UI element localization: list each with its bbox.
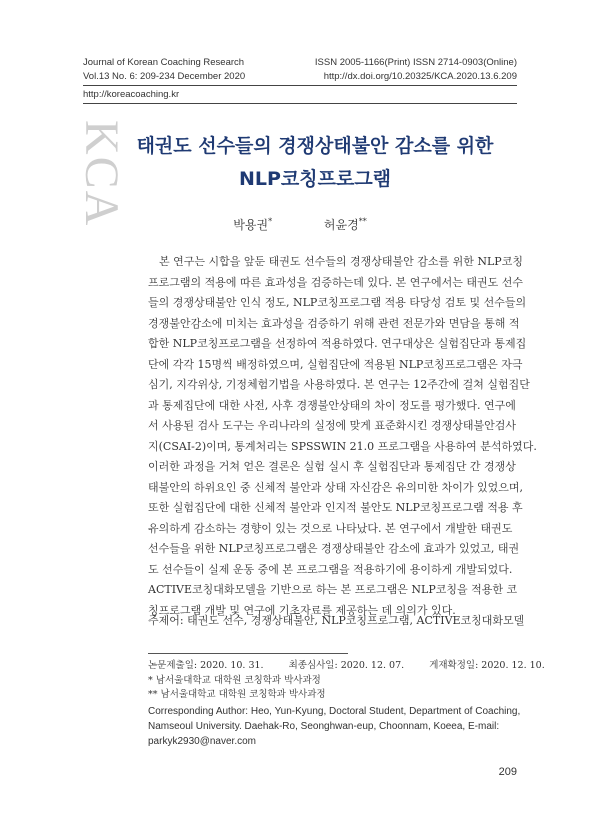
author2-affiliation: ** 남서울대학교 대학원 코칭학과 박사과정: [148, 689, 326, 700]
correspondence-line: Corresponding Author: Heo, Yun-Kyung, Doctoral Student, Department of Coaching,: [148, 705, 521, 717]
author1-affiliation: * 남서울대학교 대학원 코칭학과 박사과정: [148, 674, 321, 686]
reviewed-date: 최종심사일: 2020. 12. 07.: [288, 660, 405, 671]
abstract-line: 지(CSAI-2)이며, 통계처리는 SPSSWIN 21.0 프로그램을 사용하여 분석하였다.: [148, 439, 537, 453]
issn: ISSN 2005-1166(Print) ISSN 2714-0903(Online): [314, 57, 517, 68]
doi-link[interactable]: http://dx.doi.org/10.20325/KCA.2020.13.6.209: [323, 71, 517, 82]
kca-watermark: KCA: [75, 120, 128, 228]
abstract: [148, 252, 537, 621]
author-1-name: 박용권: [233, 218, 269, 232]
author-2-mark: **: [358, 217, 367, 226]
correspondence-line: Namseoul University. Daehak-Ro, Seonghwan-eup, Choonnam, Koeea, E-mail:: [148, 720, 500, 732]
correspondence-line: parkyk2930@naver.com: [148, 735, 256, 747]
author-1-mark: *: [268, 217, 273, 226]
website-link[interactable]: http://koreacoaching.kr: [83, 89, 180, 100]
abstract-line: 들의 경쟁상태불안 인식 정도, NLP코칭프로그램 적용 타당성 검토 및 선수들의: [148, 296, 527, 309]
author-1: [233, 218, 272, 232]
abstract-line: 도 선수들이 실제 운동 중에 본 프로그램을 적용하기에 용이하게 개발되었다.: [148, 562, 513, 576]
paper-title-line1: 태권도 선수들의 경쟁상태불안 감소를 위한: [136, 135, 494, 157]
abstract-line: 서 사용된 검사 도구는 우리나라의 실정에 맞게 표준화시킨 경쟁상태불안검사: [148, 419, 517, 432]
paper-title-line2: NLP코칭프로그램: [238, 168, 392, 190]
abstract-line: 유의하게 감소하는 경향이 있는 것으로 나타났다. 본 연구에서 개발한 태권도: [148, 521, 513, 535]
author-2: [324, 218, 367, 232]
submitted-date: 논문제출일: 2020. 10. 31.: [148, 660, 264, 671]
abstract-line: ACTIVE코칭대화모델을 기반으로 하는 본 프로그램은 NLP코칭을 적용한 코: [148, 583, 518, 596]
abstract-line: 프로그램의 적용에 따른 효과성을 검증하는데 있다. 본 연구에서는 태권도 선수: [148, 275, 523, 289]
abstract-line: 합한 NLP코칭프로그램을 선정하여 적용하였다. 연구대상은 실험집단과 통제집: [148, 337, 527, 350]
footnote-divider: [148, 653, 348, 654]
abstract-line: 선수들을 위한 NLP코칭프로그램은 경쟁상태불안 감소에 효과가 있었고, 태권: [148, 542, 520, 555]
volume-info: Vol.13 No. 6: 209-234 December 2020: [83, 71, 246, 82]
footnotes: [148, 659, 545, 749]
dates-row: [148, 659, 545, 674]
journal-header-left: [83, 56, 245, 84]
header-divider: [83, 85, 517, 86]
journal-header-right: [315, 56, 517, 84]
correspondence: [148, 704, 528, 749]
page-number: 209: [498, 766, 517, 778]
abstract-line: 과 통제집단에 대한 사전, 사후 경쟁불안상태의 차이 정도를 평가했다. 연구에: [148, 398, 516, 412]
abstract-line: 이러한 과정을 거쳐 얻은 결론은 실험 실시 후 실험집단과 통제집단 간 경쟁상: [148, 460, 516, 473]
abstract-line: 또한 실험집단에 대한 신체적 불안과 인지적 불안도 NLP코칭프로그램 적용 후: [148, 501, 523, 514]
abstract-line: 심기, 지각위상, 기정체험기법을 사용하였다. 본 연구는 12주간에 걸쳐 실험집단: [148, 378, 530, 391]
accepted-date: 게재확정일: 2020. 12. 10.: [429, 660, 545, 671]
abstract-line: 칭프로그램 개발 및 연구에 기초자료를 제공하는 데 의의가 있다.: [148, 603, 456, 617]
keywords: 주제어: 태권도 선수, 경쟁상태불안, NLP코칭프로그램, ACTIVE코칭대화모델: [148, 614, 525, 627]
header-divider-bottom: [83, 103, 517, 104]
author-2-name: 허윤경: [323, 218, 359, 232]
abstract-line: 경쟁불안감소에 미치는 효과성을 검증하기 위해 관련 전문가와 면담을 통해 적: [148, 316, 520, 330]
abstract-line: 태불안의 하위요인 중 신체적 불안과 상태 자신감은 유의미한 차이가 있었으며,: [148, 480, 523, 494]
journal-name: Journal of Korean Coaching Research: [83, 57, 245, 68]
abstract-line: 본 연구는 시합을 앞둔 태권도 선수들의 경쟁상태불안 감소를 위한 NLP코칭: [159, 255, 523, 268]
abstract-line: 단에 각각 15명씩 배정하였으며, 실험집단에 적용된 NLP코칭프로그램은 자극: [148, 357, 523, 371]
author-list: [0, 216, 600, 233]
